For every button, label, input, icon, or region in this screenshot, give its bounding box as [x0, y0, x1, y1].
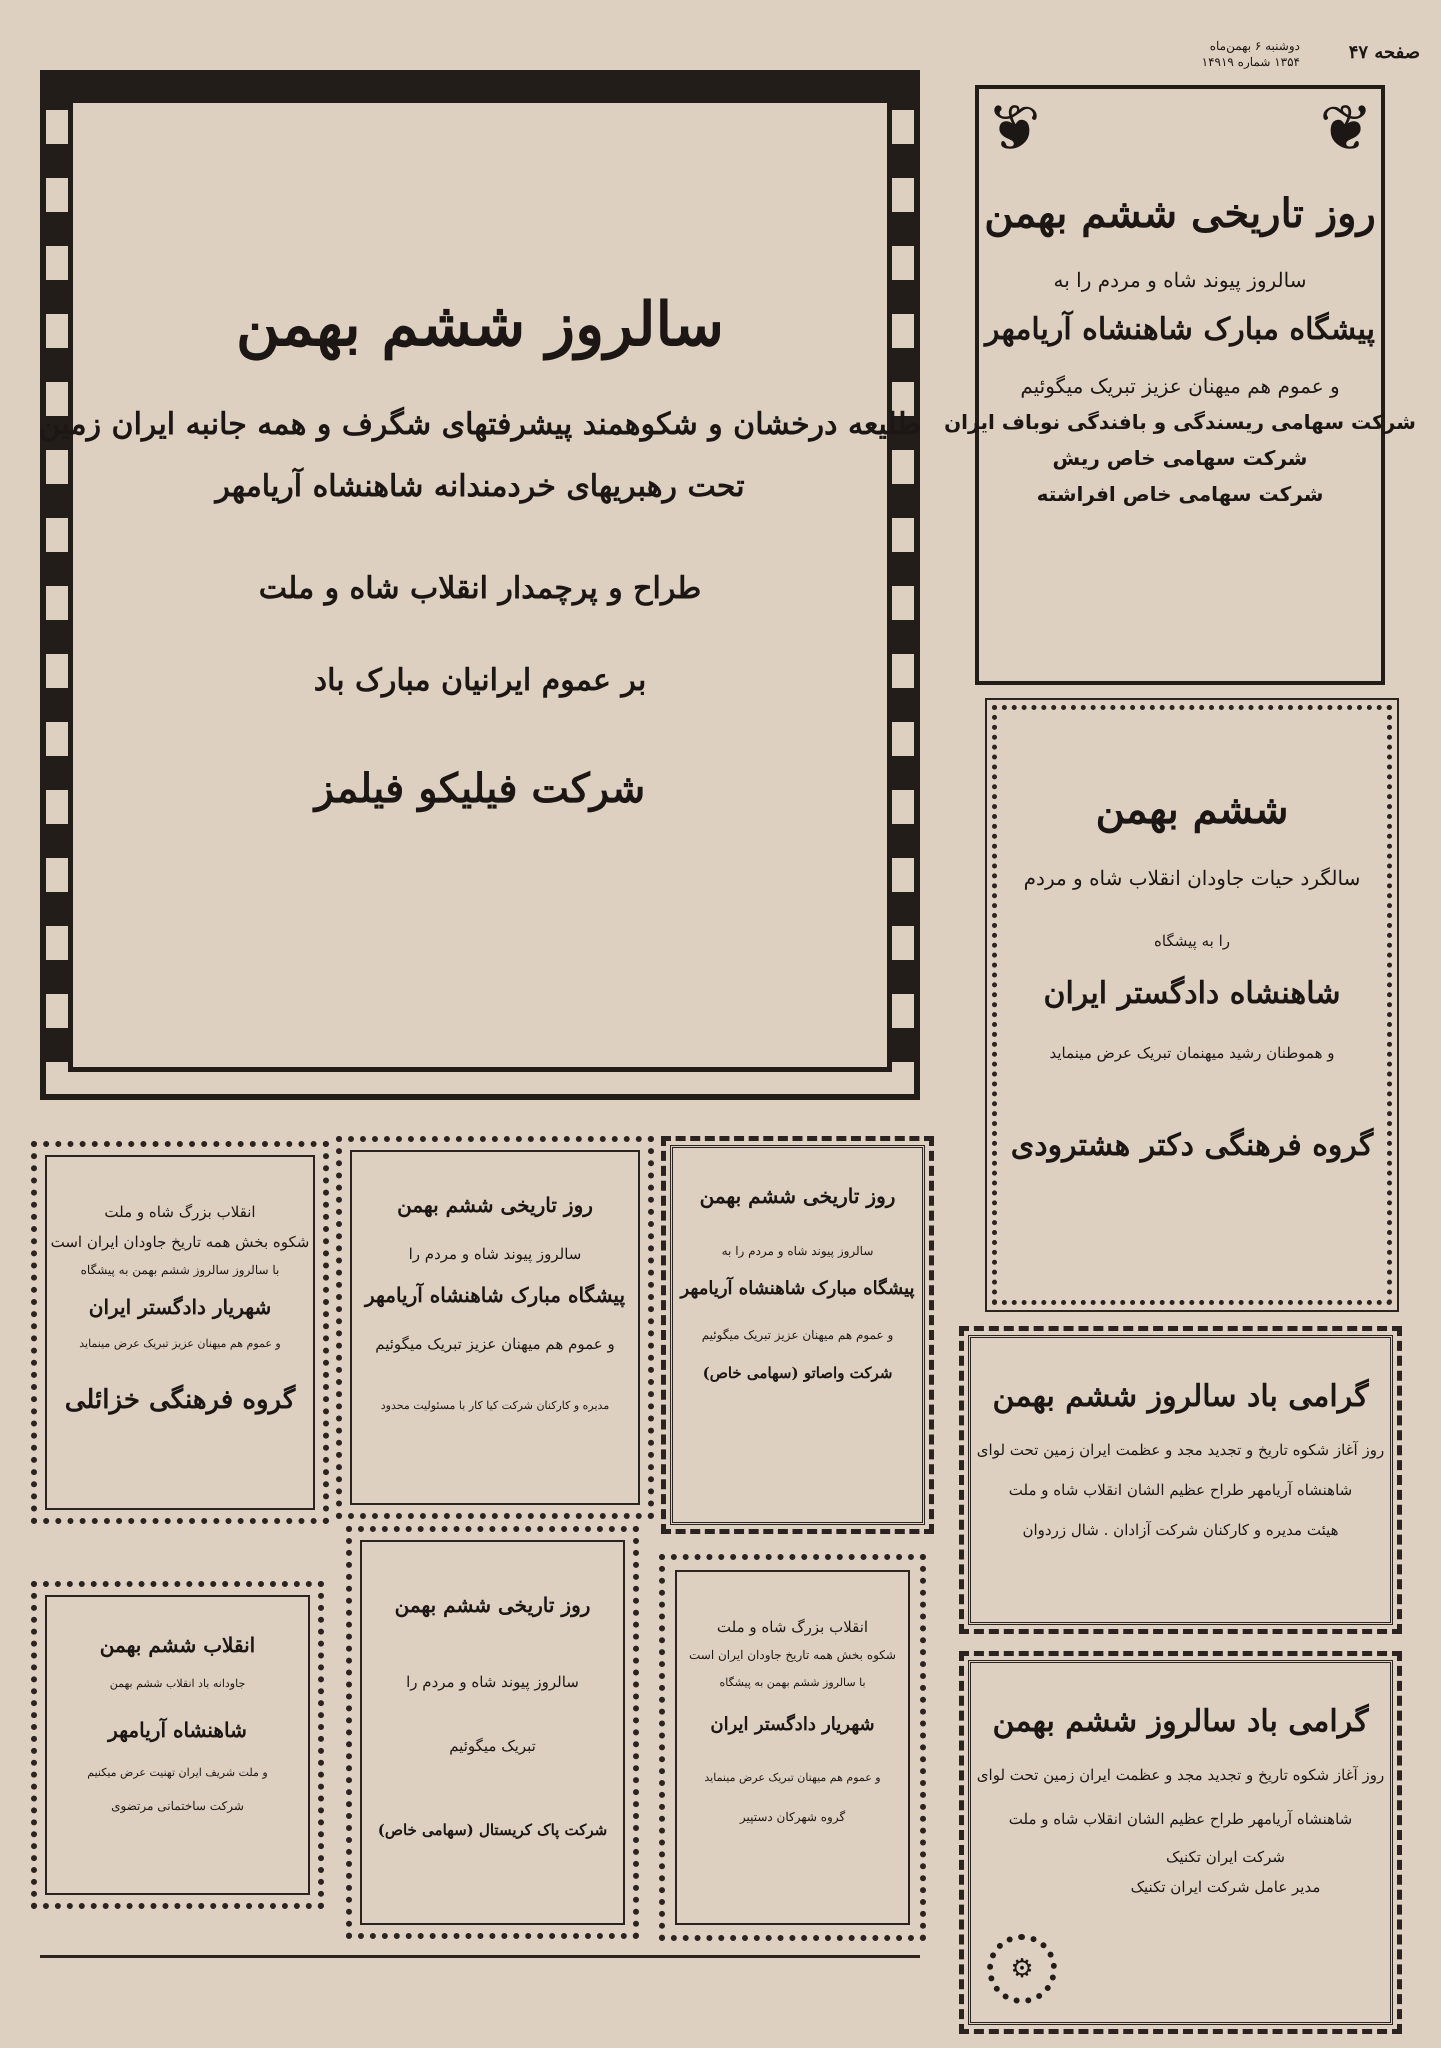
ad-highlight: پیشگاه مبارک شاهنشاه آریامهر [680, 1278, 915, 1300]
ad-title: انقلاب ششم بهمن [99, 1633, 256, 1657]
ad-signature: گروه شهرکان دستپیر [739, 1810, 846, 1825]
ad-highlight: شاهنشاه دادگستر ایران [1043, 976, 1341, 1011]
ad-highlight: شهریار دادگستر ایران [710, 1713, 875, 1735]
ad-line: شکوه بخش همه تاریخ جاودان ایران است [50, 1233, 310, 1251]
right-advertisement-4 [968, 1660, 1393, 2025]
ad-signature: شرکت پاک کریستال (سهامی خاص) [377, 1821, 608, 1839]
ad-title: روز تاریخی ششم بهمن [984, 190, 1376, 237]
ad-line: جاودانه باد انقلاب ششم بهمن [109, 1677, 246, 1690]
main-ad-body [38, 98, 922, 1072]
advertisement-c3 [670, 1145, 925, 1525]
advertisement-c5 [360, 1540, 625, 1925]
ad-line: با سالروز ششم بهمن به پیشگاه [719, 1676, 866, 1690]
ad-line: سالگرد حیات جاودان انقلاب شاه و مردم [1023, 866, 1361, 890]
ad-line: انقلاب بزرگ شاه و ملت [104, 1203, 256, 1221]
ad-highlight: پیشگاه مبارک شاهنشاه آریامهر [984, 312, 1376, 347]
ad-signature: شرکت واصاتو (سهامی خاص) [702, 1364, 893, 1383]
ad-highlight: شاهنشاه آریامهر [108, 1718, 247, 1743]
right-top-advertisement [944, 85, 1416, 685]
ad-line: شاهنشاه آریامهر طراح عظیم الشان انقلاب شاه و ملت [1008, 1810, 1353, 1828]
right-advertisement-3 [968, 1335, 1393, 1625]
issue-number: ۱۳۵۴ شماره ۱۴۹۱۹ [1201, 55, 1300, 69]
page-number: صفحه ۴۷ [1348, 42, 1420, 63]
main-ad-line: طراح و پرچمدار انقلاب شاه و ملت [258, 571, 702, 606]
right-middle-advertisement [992, 705, 1392, 1305]
main-advertisement [40, 70, 920, 1100]
ornament-icon: ❦ [987, 92, 1041, 166]
company-name: شرکت سهامی خاص ریش [1052, 446, 1308, 470]
ad-line: روز آغاز شکوه تاریخ و تجدید مجد و عظمت ایران زمین تحت لوای [976, 1766, 1385, 1784]
ad-line: تبریک میگوئیم [449, 1737, 536, 1755]
ad-title: گرامی باد سالروز ششم بهمن [992, 1704, 1369, 1739]
advertisement-c4 [45, 1595, 310, 1895]
ad-line: و عموم هم میهنان تبریک عرض مینماید [704, 1771, 881, 1785]
ad-highlight: پیشگاه مبارک شاهنشاه آریامهر [364, 1283, 626, 1307]
ornament-icon: ❦ [1319, 92, 1373, 166]
ad-signature: گروه فرهنگی دکتر هشترودی [1010, 1128, 1374, 1163]
ad-line: سالروز پیوند شاه و مردم را [408, 1245, 582, 1263]
ad-line: روز آغاز شکوه تاریخ و تجدید مجد و عظمت ایران زمین تحت لوای [976, 1441, 1385, 1459]
ad-signature: شرکت ساختمانی مرتضوی [111, 1799, 244, 1814]
ad-signature: گروه فرهنگی خزائلی [64, 1384, 296, 1415]
ad-title: روز تاریخی ششم بهمن [699, 1184, 896, 1208]
main-ad-line: تحت رهبریهای خردمندانه شاهنشاه آریامهر [215, 469, 745, 504]
ad-line: سالروز پیوند شاه و مردم را به [721, 1244, 874, 1258]
ad-line: شکوه بخش همه تاریخ جاودان ایران است [689, 1648, 896, 1662]
main-ad-title: سالروز ششم بهمن [235, 290, 725, 360]
issue-date [1202, 38, 1300, 70]
ad-line: سالروز پیوند شاه و مردم را [406, 1673, 579, 1691]
ad-line: و عموم هم میهنان عزیز تبریک عرض مینماید [79, 1337, 281, 1351]
advertisement-c2 [350, 1150, 640, 1505]
ad-line: با سالروز سالروز ششم بهمن به پیشگاه [80, 1263, 280, 1277]
main-ad-line: بر عموم ایرانیان مبارک باد [313, 663, 647, 698]
bottom-rule-divider [40, 1955, 920, 1958]
date-line: دوشنبه ۶ بهمن‌ماه [1209, 39, 1300, 53]
ad-signature: مدیره و کارکنان شرکت کیا کار با مسئولیت محدود [380, 1399, 610, 1412]
company-emblem-icon: ⚙ [987, 1934, 1057, 2004]
ad-line: و عموم هم میهنان عزیز تبریک میگوئیم [375, 1335, 615, 1353]
company-name: شرکت سهامی خاص افراشته [1036, 482, 1324, 506]
ad-title: روز تاریخی ششم بهمن [394, 1593, 591, 1617]
ad-title: روز تاریخی ششم بهمن [397, 1193, 593, 1217]
ad-signature: هیئت مدیره و کارکنان شرکت آزادان . شال زردوان [1022, 1521, 1339, 1539]
ad-line: و عموم هم میهنان عزیز تبریک میگوئیم [1020, 374, 1340, 398]
ad-title: ششم بهمن [1095, 786, 1289, 833]
ad-line: را به پیشگاه [1154, 932, 1230, 950]
ad-title: گرامی باد سالروز ششم بهمن [992, 1379, 1369, 1414]
advertisement-c1 [45, 1155, 315, 1510]
company-name: شرکت سهامی ریسندگی و بافندگی نوباف ایران [944, 410, 1416, 434]
ad-line: و هموطنان رشید میهنمان تبریک عرض مینماید [1049, 1044, 1335, 1062]
main-ad-line: طلیعه درخشان و شکوهمند پیشرفتهای شگرف و همه جانبه ایران زمین [38, 407, 922, 442]
ad-line: شاهنشاه آریامهر طراح عظیم الشان انقلاب شاه و ملت [1008, 1481, 1353, 1499]
ad-line: و عموم هم میهنان عزیز تبریک میگوئیم [701, 1327, 894, 1342]
ad-line: و ملت شریف ایران تهنیت عرض میکنیم [87, 1766, 268, 1780]
page-header [1090, 38, 1420, 72]
ad-highlight: شهریار دادگستر ایران [88, 1295, 272, 1320]
advertisement-c6 [675, 1570, 910, 1925]
ad-line: انقلاب بزرگ شاه و ملت [716, 1618, 869, 1636]
ad-subtitle: سالروز پیوند شاه و مردم را به [1053, 268, 1307, 292]
ad-line: شرکت ایران تکنیک [1166, 1848, 1285, 1866]
main-ad-signature: شرکت فیلیکو فیلمز [314, 765, 646, 812]
ad-line: مدیر عامل شرکت ایران تکنیک [1130, 1878, 1321, 1896]
